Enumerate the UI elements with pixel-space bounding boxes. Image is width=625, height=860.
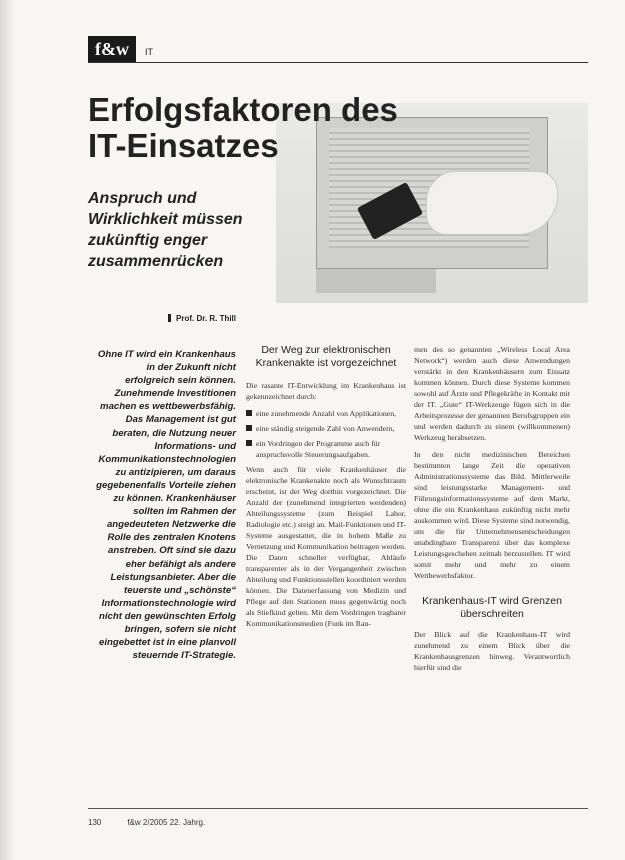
footer-rule [88, 808, 588, 809]
bullet-item [246, 423, 406, 434]
bullet-text: eine zunehmende Anzahl von Applikationen, [256, 409, 397, 418]
bullet-square-icon [246, 440, 252, 446]
bullet-text: eine ständig steigende Zahl von Anwendern, [256, 424, 395, 433]
column-3 [414, 344, 570, 679]
title-line-2: IT-Einsatzes [88, 127, 279, 164]
article-title [88, 92, 398, 164]
scan-edge-shadow [0, 0, 14, 860]
bullet-item [246, 438, 406, 460]
section-label: IT [145, 47, 153, 57]
subtitle-line: zusammenrücken [88, 253, 224, 270]
magazine-logo: f&w [88, 36, 136, 62]
column-2-heading: Der Weg zur elektronischen Krankenakte ist vorgezeichnet [255, 344, 397, 369]
article-intro: Ohne IT wird ein Krankenhaus in der Zukunft nicht erfolgreich sein können. Zunehmende Investitionen machen es wettbewerbsfähig. Das Management ist gut beraten, die Nutzung neuer Informations- und Kommunikationstechnologien zu antizipieren, um daraus gegebenenfalls Vorteile ziehen zu können. Krankenhäuser sollten im Rahmen der angedeuteten Netzwerke die Rolle des zentralen Knotens anstreben. Oft sind sie dazu eher befähigt als andere Leistungsanbieter. Aber die teuerste und „schönste“ Informationstechnologie wird nicht den gewünschten Erfolg bringen, sofern sie nicht eingebettet ist in eine planvoll steuernde IT-Strategie. [96, 349, 236, 662]
title-line-1: Erfolgsfaktoren des [88, 91, 398, 128]
bullet-square-icon [246, 425, 252, 431]
column-2 [246, 344, 406, 635]
bullet-text: ein Vordringen der Programme auch für anspruchsvolle Steuerungsaufgaben. [256, 439, 381, 459]
author-line [168, 314, 236, 323]
subtitle-line: Anspruch und [88, 190, 197, 207]
photo-hand [426, 171, 558, 235]
author-marker [168, 314, 171, 322]
column-3-heading: Krankenhaus-IT wird Grenzen überschreiten [422, 595, 562, 620]
column-2-lead: Die rasante IT-Entwicklung im Krankenhaus ist gekennzeichnet durch: [246, 381, 406, 401]
column-2-body: Wenn auch für viele Krankenhäuser die elektronische Krankenakte noch als Wunschtraum erscheint, ist der Weg dorthin vorgezeichnet. Die Anzahl der (zunehmend integrierten werdenden) Abteilungssysteme (zum Beispiel Labor, Radiologie etc.) steigt an. Mail-Funktionen und IT-Systeme ausgestattet, die in hohem Maße zu Vernetzung und Kommunikation beitragen werden. Die Daten schneller verfügbar, Abläufe transparenter als in der Vergangenheit zwischen Abteilung und Funktionsstellen koordiniert werden können. Die Datenerfassung von Medizin und Pflege auf den Stationen muss gegenwärtig noch als Stiefkind gelten. Mit dem Vordringen tragbarer Kommunikationsmedien (Funk im Ran- [246, 465, 407, 628]
header-rule [88, 62, 588, 63]
author-name: Prof. Dr. R. Thill [176, 314, 237, 323]
bullet-list [246, 408, 406, 460]
journal-issue: f&w 2/2005 22. Jahrg. [127, 818, 206, 827]
bullet-item [246, 408, 406, 419]
column-3-body-3: Der Blick auf die Krankenhaus-IT wird zunehmend zu einem Blick über die Krankenhausgrenzen hinweg. Verantwortlich hierfür sind die [414, 630, 570, 672]
article-subtitle [88, 188, 243, 272]
column-3-body-2: In den nicht medizinischen Bereichen bestimmten lange Zeit die operativen Administrationssysteme das Bild. Mittlerweile sind leistungsstarke Management- und Führungsinformationssysteme auf dem Markt, ohne die ein Krankenhaus zukünftig nicht mehr auskommen wird. Diese Systeme sind notwendig, um die für Unternehmensentscheidungen unabdingbare Transparenz über das komplexe Leistungsgeschehen zeitnah herzustellen. IT wird somit mehr und mehr zu einem Wettbewerbsfaktor. [414, 450, 570, 580]
photo-card-reader [316, 269, 436, 293]
subtitle-line: zukünftig enger [88, 232, 208, 249]
bullet-square-icon [246, 410, 252, 416]
subtitle-line: Wirklichkeit müssen [88, 211, 243, 228]
page-number: 130 [88, 818, 102, 827]
column-3-body-1: men des so genannten „Wireless Local Area Network“) werden auch diese Anwendungen verstärkt in den Krankenhäusern zum Einsatz kommen können. Durch diese Systeme kommen sowohl auf Ärzte und Pflegekräfte in Kontakt mit der IT. „Gute“ IT-Werkzeuge fügen sich in die Arbeitsprozesse der genannten Berufsgruppen ein und werden dadurch zu einem (willkommenen) Werkzeug herabsetzen. [414, 345, 570, 442]
page-footer [88, 818, 205, 827]
